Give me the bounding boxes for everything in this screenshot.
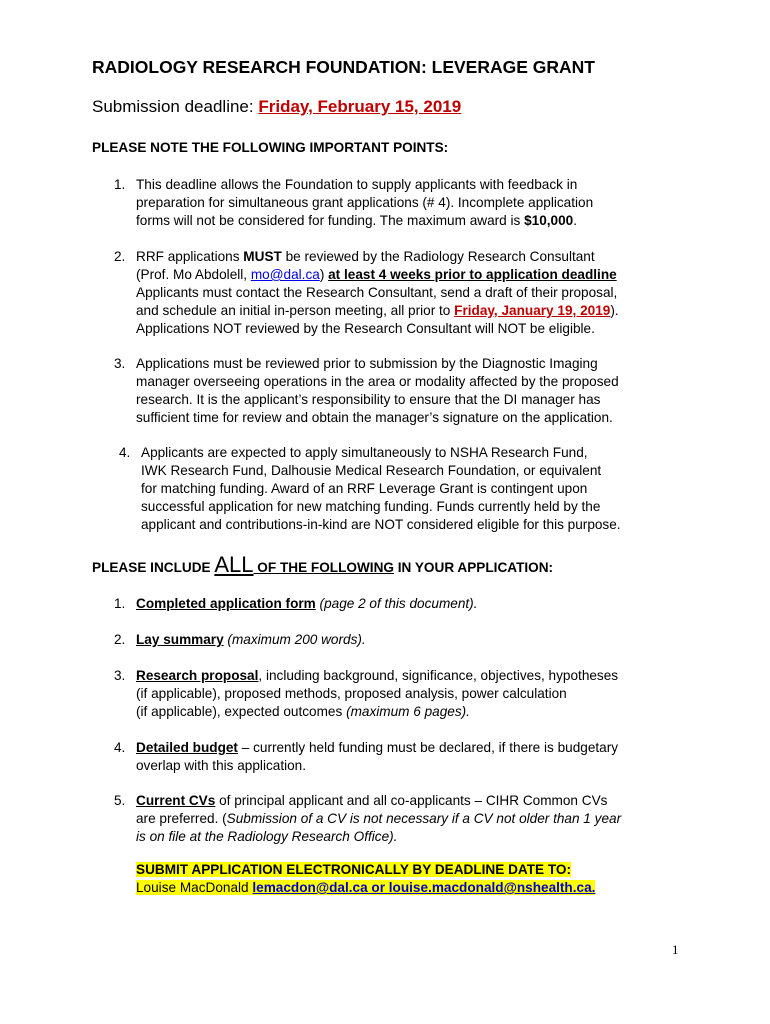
text-line xyxy=(136,248,619,266)
text-line xyxy=(136,266,619,284)
include-item-5 xyxy=(114,792,622,846)
text-line xyxy=(136,595,477,613)
include-item-1 xyxy=(114,595,478,613)
text-run: – currently held funding must be declared, if there is budgetary xyxy=(237,740,619,755)
text-line: IWK Research Fund, Dalhousie Medical Research Foundation, or equivalent xyxy=(141,463,602,478)
text-run: (maximum 200 words). xyxy=(223,632,366,647)
submit-heading: SUBMIT APPLICATION ELECTRONICALLY BY DEADLINE DATE TO: xyxy=(136,862,572,877)
requirement-label: Current CVs xyxy=(136,793,216,808)
text-line: successful application for new matching funding. Funds currently held by the xyxy=(141,499,601,514)
submission-email-link[interactable]: lemacdon@dal.ca or louise.macdonald@nshealth.ca. xyxy=(252,880,596,895)
text-line: Applications NOT reviewed by the Research Consultant will NOT be eligible. xyxy=(136,321,595,336)
text-run: be reviewed by the Radiology Research Consultant xyxy=(281,249,595,264)
list-number: 1. xyxy=(114,177,126,192)
include-heading xyxy=(92,552,553,578)
submission-deadline xyxy=(92,97,461,117)
text-run: ). xyxy=(610,303,619,318)
text-run: . xyxy=(573,213,578,228)
text-line xyxy=(136,631,366,649)
list-number: 4. xyxy=(119,445,131,460)
include-item-4 xyxy=(114,739,619,775)
text-line xyxy=(136,739,618,757)
text-line: sufficient time for review and obtain the manager’s signature on the application. xyxy=(136,410,613,425)
text-run: IN YOUR APPLICATION: xyxy=(393,560,554,575)
text-line: Applications must be reviewed prior to submission by the Diagnostic Imaging xyxy=(136,356,598,371)
deadline-date: Friday, February 15, 2019 xyxy=(258,97,462,116)
text-run: (if applicable), expected outcomes xyxy=(136,704,347,719)
text-run: (page 2 of this document). xyxy=(315,596,478,611)
text-run: PLEASE INCLUDE xyxy=(92,560,215,575)
must-emphasis: MUST xyxy=(243,249,282,264)
all-emphasis: ALL xyxy=(214,552,254,577)
text-run: are preferred. ( xyxy=(136,811,227,826)
text-line: is on file at the Radiology Research Office). xyxy=(136,829,398,844)
note-item-4 xyxy=(119,444,621,534)
text-run: RRF applications xyxy=(136,249,244,264)
text-line: This deadline allows the Foundation to supply applicants with feedback in xyxy=(136,177,578,192)
list-number: 3. xyxy=(114,668,126,683)
text-line xyxy=(136,792,621,810)
consultant-email-link[interactable]: mo@dal.ca xyxy=(250,267,320,282)
text-line xyxy=(136,212,593,230)
text-line: Applicants are expected to apply simultaneously to NSHA Research Fund, xyxy=(141,445,588,460)
review-window-emphasis: at least 4 weeks prior to application deadline xyxy=(328,267,617,282)
text-line: applicant and contributions-in-kind are NOT considered eligible for this purpose. xyxy=(141,517,621,532)
note-item-3 xyxy=(114,355,619,427)
list-number: 5. xyxy=(114,793,126,808)
text-line: manager overseeing operations in the area or modality affected by the proposed xyxy=(136,374,619,389)
text-line: research. It is the applicant’s responsibility to ensure that the DI manager has xyxy=(136,392,601,407)
consult-deadline-date: Friday, January 19, 2019 xyxy=(454,303,611,318)
requirement-label: Research proposal xyxy=(136,668,259,683)
text-line: overlap with this application. xyxy=(136,758,307,773)
text-line: (if applicable), proposed methods, proposed analysis, power calculation xyxy=(136,686,567,701)
deadline-label: Submission deadline: xyxy=(92,97,254,116)
page-number: 1 xyxy=(672,942,679,957)
text-line xyxy=(136,302,619,320)
text-run: of principal applicant and all co-applicants – CIHR Common CVs xyxy=(215,793,608,808)
text-line xyxy=(136,810,621,828)
text-line: Applicants must contact the Research Consultant, send a draft of their proposal, xyxy=(136,285,618,300)
text-run: ) xyxy=(319,267,329,282)
requirement-label: Detailed budget xyxy=(136,740,238,755)
important-points-heading: PLEASE NOTE THE FOLLOWING IMPORTANT POINTS: xyxy=(92,140,449,155)
include-item-2 xyxy=(114,631,366,649)
text-run: forms will not be considered for funding. The maximum award is xyxy=(136,213,525,228)
list-number: 2. xyxy=(114,632,126,647)
page-title: RADIOLOGY RESEARCH FOUNDATION: LEVERAGE GRANT xyxy=(92,57,595,77)
requirement-label: Lay summary xyxy=(136,632,224,647)
max-award: $10,000 xyxy=(524,213,574,228)
text-run: (maximum 6 pages). xyxy=(346,704,470,719)
text-line: preparation for simultaneous grant applications (# 4). Incomplete application xyxy=(136,195,594,210)
text-line: for matching funding. Award of an RRF Leverage Grant is contingent upon xyxy=(141,481,588,496)
text-run: OF THE FOLLOWING xyxy=(253,560,394,575)
note-item-1 xyxy=(114,176,594,230)
include-item-3 xyxy=(114,667,619,721)
list-number: 4. xyxy=(114,740,126,755)
text-run: Submission of a CV is not necessary if a CV not older than 1 year xyxy=(226,811,622,826)
text-run: , including background, significance, objectives, hypotheses xyxy=(258,668,619,683)
requirement-label: Completed application form xyxy=(136,596,316,611)
contact-name: Louise MacDonald xyxy=(136,880,253,895)
list-number: 2. xyxy=(114,249,126,264)
text-run: (Prof. Mo Abdolell, xyxy=(136,267,251,282)
text-line xyxy=(136,667,618,685)
list-number: 1. xyxy=(114,596,126,611)
text-run: and schedule an initial in-person meeting, all prior to xyxy=(136,303,455,318)
submission-instructions xyxy=(136,861,595,897)
note-item-2 xyxy=(114,248,619,338)
list-number: 3. xyxy=(114,356,126,371)
text-line xyxy=(136,703,618,721)
